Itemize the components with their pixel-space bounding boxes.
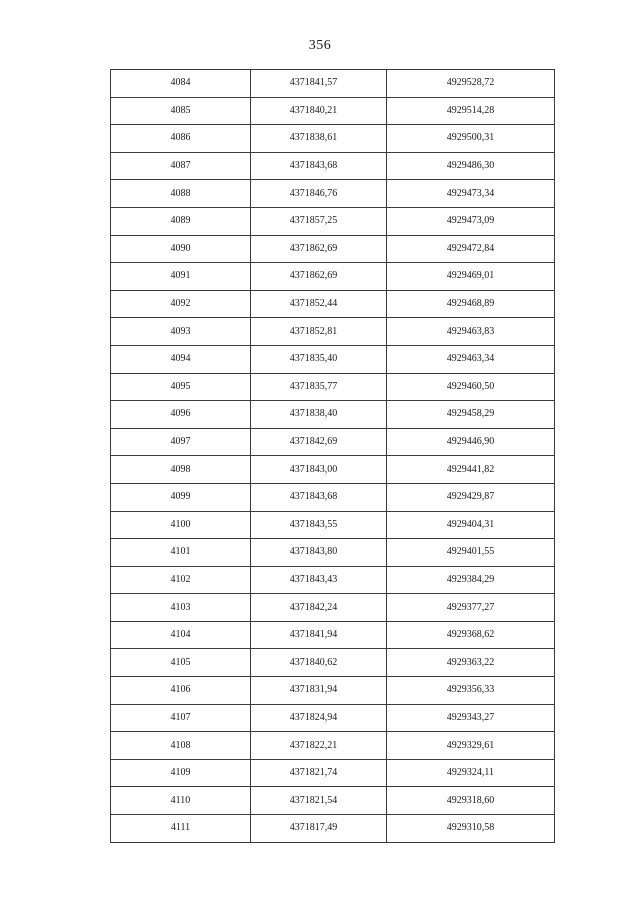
point-number-cell: 4093 <box>111 318 251 346</box>
x-coordinate-cell: 4371841,57 <box>251 70 387 98</box>
y-coordinate-cell: 4929318,60 <box>387 787 555 815</box>
point-number-cell: 4088 <box>111 180 251 208</box>
y-coordinate-cell: 4929441,82 <box>387 456 555 484</box>
point-number-cell: 4084 <box>111 70 251 98</box>
point-number-cell: 4091 <box>111 263 251 291</box>
x-coordinate-cell: 4371824,94 <box>251 704 387 732</box>
point-number-cell: 4097 <box>111 428 251 456</box>
y-coordinate-cell: 4929528,72 <box>387 70 555 98</box>
point-number-cell: 4095 <box>111 373 251 401</box>
point-number-cell: 4089 <box>111 207 251 235</box>
point-number-cell: 4096 <box>111 401 251 429</box>
point-number-cell: 4086 <box>111 125 251 153</box>
y-coordinate-cell: 4929356,33 <box>387 677 555 705</box>
table-row <box>111 97 555 125</box>
x-coordinate-cell: 4371852,44 <box>251 290 387 318</box>
y-coordinate-cell: 4929343,27 <box>387 704 555 732</box>
table-row <box>111 428 555 456</box>
point-number-cell: 4105 <box>111 649 251 677</box>
table-row <box>111 732 555 760</box>
x-coordinate-cell: 4371835,40 <box>251 345 387 373</box>
y-coordinate-cell: 4929401,55 <box>387 539 555 567</box>
table-row <box>111 180 555 208</box>
y-coordinate-cell: 4929458,29 <box>387 401 555 429</box>
table-row <box>111 125 555 153</box>
y-coordinate-cell: 4929468,89 <box>387 290 555 318</box>
table-row <box>111 207 555 235</box>
y-coordinate-cell: 4929486,30 <box>387 152 555 180</box>
point-number-cell: 4106 <box>111 677 251 705</box>
y-coordinate-cell: 4929460,50 <box>387 373 555 401</box>
point-number-cell: 4090 <box>111 235 251 263</box>
point-number-cell: 4103 <box>111 594 251 622</box>
table-row <box>111 290 555 318</box>
y-coordinate-cell: 4929446,90 <box>387 428 555 456</box>
table-row <box>111 152 555 180</box>
y-coordinate-cell: 4929473,09 <box>387 207 555 235</box>
table-row <box>111 649 555 677</box>
x-coordinate-cell: 4371841,94 <box>251 621 387 649</box>
y-coordinate-cell: 4929463,34 <box>387 345 555 373</box>
x-coordinate-cell: 4371843,68 <box>251 152 387 180</box>
point-number-cell: 4094 <box>111 345 251 373</box>
table-row <box>111 345 555 373</box>
point-number-cell: 4092 <box>111 290 251 318</box>
table-row <box>111 263 555 291</box>
y-coordinate-cell: 4929514,28 <box>387 97 555 125</box>
x-coordinate-cell: 4371843,55 <box>251 511 387 539</box>
x-coordinate-cell: 4371842,69 <box>251 428 387 456</box>
x-coordinate-cell: 4371835,77 <box>251 373 387 401</box>
table-row <box>111 621 555 649</box>
table-row <box>111 704 555 732</box>
y-coordinate-cell: 4929324,11 <box>387 759 555 787</box>
y-coordinate-cell: 4929404,31 <box>387 511 555 539</box>
y-coordinate-cell: 4929463,83 <box>387 318 555 346</box>
x-coordinate-cell: 4371838,40 <box>251 401 387 429</box>
point-number-cell: 4108 <box>111 732 251 760</box>
point-number-cell: 4098 <box>111 456 251 484</box>
page-number: 356 <box>308 38 332 53</box>
point-number-cell: 4110 <box>111 787 251 815</box>
y-coordinate-cell: 4929384,29 <box>387 566 555 594</box>
table-row <box>111 815 555 843</box>
y-coordinate-cell: 4929363,22 <box>387 649 555 677</box>
x-coordinate-cell: 4371843,00 <box>251 456 387 484</box>
x-coordinate-cell: 4371843,80 <box>251 539 387 567</box>
y-coordinate-cell: 4929429,87 <box>387 483 555 511</box>
x-coordinate-cell: 4371821,54 <box>251 787 387 815</box>
point-number-cell: 4099 <box>111 483 251 511</box>
table-row <box>111 401 555 429</box>
x-coordinate-cell: 4371843,43 <box>251 566 387 594</box>
table-row <box>111 456 555 484</box>
x-coordinate-cell: 4371838,61 <box>251 125 387 153</box>
x-coordinate-cell: 4371842,24 <box>251 594 387 622</box>
point-number-cell: 4100 <box>111 511 251 539</box>
y-coordinate-cell: 4929329,61 <box>387 732 555 760</box>
table-row <box>111 594 555 622</box>
x-coordinate-cell: 4371846,76 <box>251 180 387 208</box>
x-coordinate-cell: 4371821,74 <box>251 759 387 787</box>
coordinates-table-body <box>111 70 555 843</box>
table-row <box>111 566 555 594</box>
x-coordinate-cell: 4371831,94 <box>251 677 387 705</box>
x-coordinate-cell: 4371852,81 <box>251 318 387 346</box>
point-number-cell: 4085 <box>111 97 251 125</box>
table-row <box>111 235 555 263</box>
point-number-cell: 4087 <box>111 152 251 180</box>
point-number-cell: 4101 <box>111 539 251 567</box>
point-number-cell: 4111 <box>111 815 251 843</box>
point-number-cell: 4104 <box>111 621 251 649</box>
table-row <box>111 318 555 346</box>
point-number-cell: 4107 <box>111 704 251 732</box>
x-coordinate-cell: 4371862,69 <box>251 235 387 263</box>
x-coordinate-cell: 4371862,69 <box>251 263 387 291</box>
y-coordinate-cell: 4929377,27 <box>387 594 555 622</box>
y-coordinate-cell: 4929310,58 <box>387 815 555 843</box>
y-coordinate-cell: 4929469,01 <box>387 263 555 291</box>
x-coordinate-cell: 4371840,62 <box>251 649 387 677</box>
point-number-cell: 4102 <box>111 566 251 594</box>
x-coordinate-cell: 4371817,49 <box>251 815 387 843</box>
x-coordinate-cell: 4371857,25 <box>251 207 387 235</box>
table-row <box>111 373 555 401</box>
coordinates-table <box>110 69 555 843</box>
table-row <box>111 759 555 787</box>
y-coordinate-cell: 4929472,84 <box>387 235 555 263</box>
table-row <box>111 70 555 98</box>
table-row <box>111 677 555 705</box>
y-coordinate-cell: 4929473,34 <box>387 180 555 208</box>
x-coordinate-cell: 4371843,68 <box>251 483 387 511</box>
table-row <box>111 483 555 511</box>
x-coordinate-cell: 4371840,21 <box>251 97 387 125</box>
table-row <box>111 787 555 815</box>
y-coordinate-cell: 4929500,31 <box>387 125 555 153</box>
table-row <box>111 539 555 567</box>
table-row <box>111 511 555 539</box>
x-coordinate-cell: 4371822,21 <box>251 732 387 760</box>
point-number-cell: 4109 <box>111 759 251 787</box>
y-coordinate-cell: 4929368,62 <box>387 621 555 649</box>
